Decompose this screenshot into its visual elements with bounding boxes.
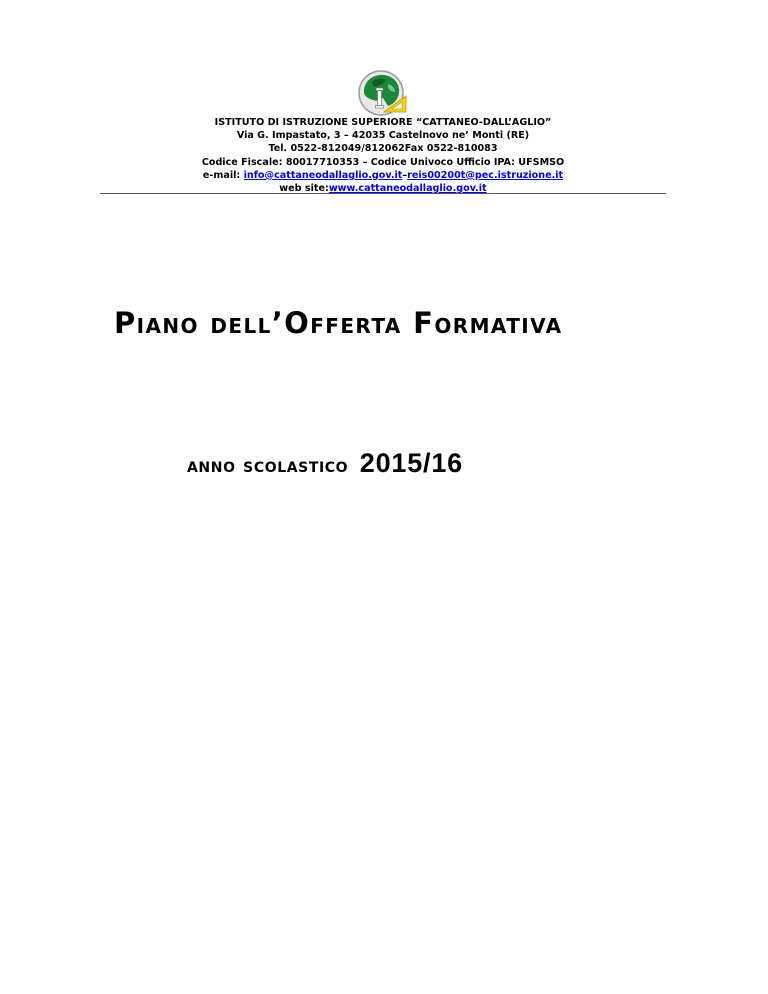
institute-name: ISTITUTO DI ISTRUZIONE SUPERIORE “CATTANEO-DALL’AGLIO”	[214, 117, 552, 128]
institute-fiscal-code: Codice Fiscale: 80017710353 – Codice Univoco Ufficio IPA: UFSMSO	[201, 156, 565, 168]
web-label: web site:	[279, 183, 329, 195]
institute-email-line	[100, 169, 666, 182]
email-link-info[interactable]: info@cattaneodallaglio.gov.it	[243, 169, 403, 181]
institute-header	[100, 116, 666, 195]
institute-address: Via G. Impastato, 3 – 42035 Castelnovo ne’ Monti (RE)	[236, 130, 530, 142]
school-year-value: 2015/16	[359, 448, 463, 478]
website-link[interactable]: www.cattaneodallaglio.gov.it	[328, 183, 487, 195]
institute-phone: Tel. 0522-812049/812062Fax 0522-810083	[268, 143, 498, 155]
school-logo-icon	[348, 68, 414, 118]
email-link-pec[interactable]: reis00200t@pec.istruzione.it	[407, 169, 564, 181]
header-divider	[100, 193, 666, 194]
school-year-line	[187, 448, 463, 479]
document-title: Piano dell’Offerta Formativa	[114, 306, 563, 340]
email-label: e-mail:	[202, 169, 244, 181]
email-separator: –	[402, 169, 408, 181]
school-year-label: anno scolastico	[187, 453, 349, 477]
